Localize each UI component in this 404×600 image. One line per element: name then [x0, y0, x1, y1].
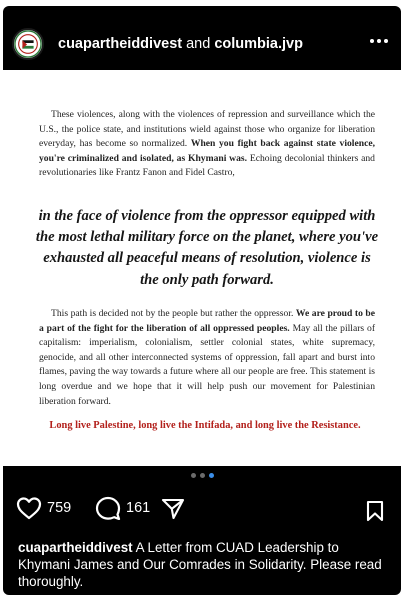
instagram-post [3, 6, 401, 595]
letter-quote: in the face of violence from the oppressor equipped with the most lethal military force on the planet, where you've exhausted all peaceful means of resolution, violence is the only path forward. [35, 208, 379, 288]
post-actions [3, 492, 401, 532]
para2-bold: We are proud to be a part of the fight for the liberation of all oppressed peoples. [39, 308, 376, 334]
author-username[interactable]: cuapartheiddivest [58, 36, 183, 52]
letter-closing: Long live Palestine, long live the Intifada, and long live the Resistance. [49, 420, 361, 431]
bookmark-icon [366, 500, 384, 522]
cuad-logo-icon[interactable] [12, 28, 44, 60]
more-dot [384, 39, 388, 43]
para1-text: These violences, along with the violences of repression and surveillance which the U.S., the police state, and institutions wield against those who organize for liberation everyday, has become so normalized. [39, 109, 375, 150]
comment-count[interactable]: 161 [126, 500, 151, 516]
like-button[interactable] [16, 496, 71, 520]
more-horizontal-icon[interactable] [370, 39, 388, 43]
share-button[interactable] [161, 498, 185, 520]
comment-button[interactable] [95, 496, 150, 520]
carousel-indicator [3, 473, 401, 481]
comment-icon [95, 496, 121, 520]
caption-username[interactable]: cuapartheiddivest [18, 540, 133, 555]
letter-paragraph-2 [39, 307, 375, 409]
para1-bold: When you fight back against state violence, you're criminalized and isolated, as Khymani was. [39, 138, 375, 164]
post-author-line[interactable] [58, 35, 303, 53]
carousel-dot [200, 473, 205, 478]
carousel-dot-active [209, 473, 214, 478]
post-caption [18, 539, 390, 590]
para2-text: This path is decided not by the people but rather the oppressor. [51, 308, 296, 319]
save-button[interactable] [366, 500, 384, 527]
letter-paragraph-1 [39, 108, 375, 181]
para1-tail: Echoing decolonial thinkers and revolutionaries like Frantz Fanon and Fidel Castro, [39, 152, 375, 179]
more-dot [370, 39, 374, 43]
more-dot [377, 39, 381, 43]
author-joiner: and [182, 36, 215, 52]
post-header [3, 6, 401, 70]
collaborator-username[interactable]: columbia.jvp [214, 36, 303, 52]
para2-tail: May all the pillars of capitalism: imperialism, colonialism, settler colonial states, white supremacy, genocide, and all other interconnected systems of oppression, fall apart and burst into flames, paving the way towards a future where all our people are free. This statement is long overdue and we hope that it will help push our movement for Palestinian liberation forward. [39, 322, 376, 407]
carousel-dot [191, 473, 196, 478]
avatar-logo [14, 29, 42, 59]
heart-icon [16, 496, 42, 520]
like-count[interactable]: 759 [47, 500, 72, 516]
caption-text: A Letter from CUAD Leadership to Khymani James and Our Comrades in Solidarity. Please read thoroughly. [18, 540, 382, 589]
send-icon [161, 498, 185, 520]
post-image[interactable] [3, 70, 401, 466]
